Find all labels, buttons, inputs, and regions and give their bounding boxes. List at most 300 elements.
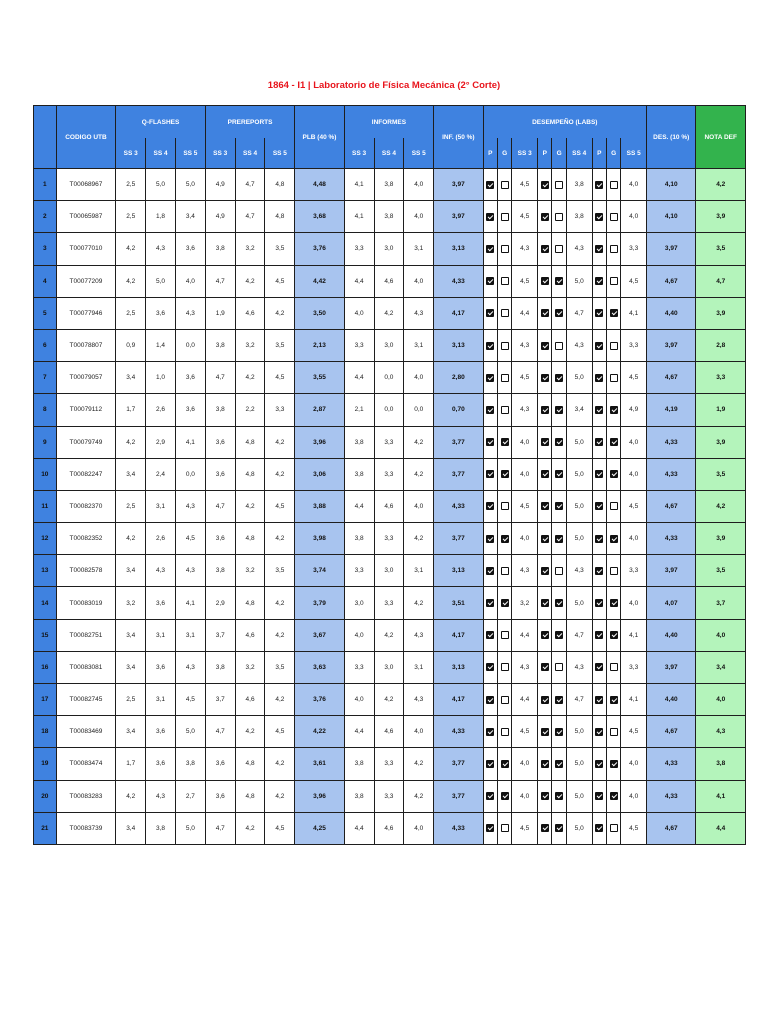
desempeno-ss4-g-checkbox[interactable] [555,342,563,350]
desempeno-ss3-g-checkbox[interactable] [501,567,509,575]
desempeno-ss3-g-checkbox[interactable] [501,342,509,350]
desempeno-ss5-g-checkbox[interactable] [610,535,618,543]
table-row [34,555,746,587]
desempeno-ss5-g-cell [606,651,620,683]
desempeno-ss4-g-checkbox[interactable] [555,213,563,221]
table-row [34,780,746,812]
desempeno-ss4-g-checkbox[interactable] [555,663,563,671]
desempeno-ss3-value: 4,0 [512,748,538,780]
prereport-cell: 3,8 [205,555,235,587]
desempeno-ss5-p-checkbox[interactable] [595,728,603,736]
desempeno-ss4-p-checkbox[interactable] [541,181,549,189]
table-row [34,233,746,265]
desempeno-ss5-value: 4,5 [621,812,647,844]
qflash-cell: 2,7 [175,780,205,812]
qflash-cell: 3,6 [146,587,176,619]
desempeno-ss3-p-checkbox[interactable] [486,438,494,446]
desempeno-ss4-g-checkbox[interactable] [555,470,563,478]
desempeno-ss3-p-checkbox[interactable] [486,696,494,704]
prereport-cell: 3,2 [235,329,265,361]
codigo-cell: T00079057 [56,362,116,394]
desempeno-ss5-g-cell [606,169,620,201]
inf-cell: 3,13 [434,651,483,683]
desempeno-ss4-p-checkbox[interactable] [541,374,549,382]
desempeno-ss3-value: 4,5 [512,169,538,201]
desempeno-ss4-g-checkbox[interactable] [555,181,563,189]
desempeno-ss3-g-checkbox[interactable] [501,245,509,253]
desempeno-ss4-value: 5,0 [566,523,592,555]
desempeno-ss4-p-checkbox[interactable] [541,663,549,671]
desempeno-ss4-p-checkbox[interactable] [541,567,549,575]
desempeno-ss4-g-cell [552,265,566,297]
prereport-cell: 4,2 [265,297,295,329]
desempeno-ss5-p-checkbox[interactable] [595,438,603,446]
nota-def-cell: 2,8 [696,329,746,361]
codigo-cell: T00068967 [56,169,116,201]
desempeno-ss4-g-cell [552,780,566,812]
des-cell: 4,33 [647,748,696,780]
desempeno-ss3-g-checkbox[interactable] [501,535,509,543]
desempeno-ss4-g-checkbox[interactable] [555,760,563,768]
desempeno-ss5-p-checkbox[interactable] [595,567,603,575]
desempeno-ss5-value: 4,1 [621,684,647,716]
desempeno-ss4-value: 5,0 [566,812,592,844]
plb-cell: 3,76 [295,233,344,265]
table-row [34,812,746,844]
qflash-cell: 3,1 [146,619,176,651]
row-index: 8 [34,394,57,426]
prereport-cell: 2,9 [205,587,235,619]
informe-cell: 4,6 [374,265,404,297]
qflash-cell: 5,0 [146,169,176,201]
desempeno-ss3-g-cell [497,748,511,780]
desempeno-ss3-g-cell [497,426,511,458]
desempeno-ss3-value: 4,0 [512,780,538,812]
desempeno-ss4-p-checkbox[interactable] [541,631,549,639]
nota-def-cell: 3,8 [696,748,746,780]
desempeno-ss3-p-checkbox[interactable] [486,792,494,800]
desempeno-ss4-p-checkbox[interactable] [541,438,549,446]
prereport-cell: 2,2 [235,394,265,426]
desempeno-ss5-p-cell [592,394,606,426]
table-row [34,394,746,426]
desempeno-ss4-g-checkbox[interactable] [555,309,563,317]
header-d3-p: P [483,138,497,169]
desempeno-ss5-p-cell [592,426,606,458]
desempeno-ss3-p-checkbox[interactable] [486,502,494,510]
desempeno-ss4-g-checkbox[interactable] [555,374,563,382]
desempeno-ss3-p-cell [483,169,497,201]
desempeno-ss4-p-cell [538,265,552,297]
desempeno-ss5-p-checkbox[interactable] [595,470,603,478]
nota-def-cell: 3,7 [696,587,746,619]
desempeno-ss4-p-cell [538,651,552,683]
desempeno-ss5-g-checkbox[interactable] [610,374,618,382]
desempeno-ss5-p-checkbox[interactable] [595,663,603,671]
prereport-cell: 4,9 [205,201,235,233]
desempeno-ss3-value: 4,5 [512,716,538,748]
desempeno-ss4-g-checkbox[interactable] [555,824,563,832]
desempeno-ss5-p-checkbox[interactable] [595,631,603,639]
desempeno-ss4-p-checkbox[interactable] [541,824,549,832]
desempeno-ss5-p-checkbox[interactable] [595,374,603,382]
prereport-cell: 3,5 [265,329,295,361]
desempeno-ss5-value: 4,0 [621,426,647,458]
informe-cell: 4,3 [404,297,434,329]
desempeno-ss5-p-cell [592,523,606,555]
desempeno-ss3-g-checkbox[interactable] [501,309,509,317]
desempeno-ss3-g-cell [497,587,511,619]
desempeno-ss3-p-checkbox[interactable] [486,470,494,478]
desempeno-ss3-g-checkbox[interactable] [501,277,509,285]
desempeno-ss4-g-checkbox[interactable] [555,535,563,543]
nota-def-cell: 3,9 [696,426,746,458]
informe-cell: 4,0 [404,265,434,297]
inf-cell: 3,77 [434,523,483,555]
desempeno-ss3-p-cell [483,684,497,716]
desempeno-ss4-g-cell [552,523,566,555]
prereport-cell: 4,9 [205,169,235,201]
desempeno-ss3-g-checkbox[interactable] [501,760,509,768]
desempeno-ss3-g-checkbox[interactable] [501,406,509,414]
desempeno-ss3-p-checkbox[interactable] [486,760,494,768]
prereport-cell: 3,7 [205,684,235,716]
header-informes: INFORMES [344,106,434,139]
desempeno-ss3-p-checkbox[interactable] [486,631,494,639]
header-des: DES. (10 %) [647,106,696,169]
row-index: 6 [34,329,57,361]
qflash-cell: 4,2 [116,426,146,458]
desempeno-ss4-g-checkbox[interactable] [555,631,563,639]
informe-cell: 4,6 [374,716,404,748]
desempeno-ss4-p-checkbox[interactable] [541,213,549,221]
desempeno-ss4-p-checkbox[interactable] [541,792,549,800]
desempeno-ss5-g-checkbox[interactable] [610,824,618,832]
desempeno-ss4-p-cell [538,619,552,651]
desempeno-ss5-g-checkbox[interactable] [610,342,618,350]
table-row [34,329,746,361]
desempeno-ss5-g-checkbox[interactable] [610,663,618,671]
desempeno-ss3-value: 4,3 [512,555,538,587]
qflash-cell: 3,4 [175,201,205,233]
desempeno-ss4-p-checkbox[interactable] [541,760,549,768]
desempeno-ss3-g-checkbox[interactable] [501,696,509,704]
row-index: 16 [34,651,57,683]
nota-def-cell: 4,0 [696,684,746,716]
desempeno-ss4-p-cell [538,684,552,716]
desempeno-ss3-p-checkbox[interactable] [486,213,494,221]
desempeno-ss3-g-cell [497,812,511,844]
informe-cell: 3,3 [374,426,404,458]
row-index: 13 [34,555,57,587]
codigo-cell: T00079112 [56,394,116,426]
informe-cell: 3,1 [404,555,434,587]
desempeno-ss4-g-checkbox[interactable] [555,438,563,446]
desempeno-ss3-g-cell [497,780,511,812]
desempeno-ss4-p-checkbox[interactable] [541,502,549,510]
desempeno-ss5-g-checkbox[interactable] [610,181,618,189]
desempeno-ss5-p-checkbox[interactable] [595,277,603,285]
desempeno-ss3-p-checkbox[interactable] [486,181,494,189]
prereport-cell: 3,8 [205,329,235,361]
desempeno-ss5-g-checkbox[interactable] [610,406,618,414]
codigo-cell: T00065987 [56,201,116,233]
desempeno-ss4-p-checkbox[interactable] [541,342,549,350]
prereport-cell: 4,6 [235,297,265,329]
desempeno-ss3-g-checkbox[interactable] [501,631,509,639]
prereport-cell: 3,2 [235,555,265,587]
desempeno-ss4-value: 5,0 [566,362,592,394]
desempeno-ss3-p-cell [483,587,497,619]
codigo-cell: T00082352 [56,523,116,555]
desempeno-ss5-p-checkbox[interactable] [595,696,603,704]
inf-cell: 3,97 [434,169,483,201]
desempeno-ss4-p-checkbox[interactable] [541,535,549,543]
desempeno-ss3-g-checkbox[interactable] [501,374,509,382]
desempeno-ss5-value: 4,5 [621,716,647,748]
desempeno-ss3-g-cell [497,716,511,748]
desempeno-ss4-g-checkbox[interactable] [555,728,563,736]
header-desempeno: DESEMPEÑO (LABS) [483,106,647,139]
desempeno-ss4-p-checkbox[interactable] [541,599,549,607]
des-cell: 4,10 [647,169,696,201]
desempeno-ss3-g-checkbox[interactable] [501,599,509,607]
prereport-cell: 1,9 [205,297,235,329]
prereport-cell: 4,7 [205,812,235,844]
des-cell: 3,97 [647,233,696,265]
desempeno-ss5-p-checkbox[interactable] [595,342,603,350]
row-index: 19 [34,748,57,780]
desempeno-ss4-p-checkbox[interactable] [541,277,549,285]
desempeno-ss4-value: 4,3 [566,651,592,683]
prereport-cell: 4,2 [265,780,295,812]
desempeno-ss5-g-checkbox[interactable] [610,245,618,253]
desempeno-ss5-p-checkbox[interactable] [595,792,603,800]
plb-cell: 2,87 [295,394,344,426]
desempeno-ss3-g-cell [497,490,511,522]
desempeno-ss4-g-checkbox[interactable] [555,406,563,414]
desempeno-ss5-g-cell [606,587,620,619]
desempeno-ss3-p-checkbox[interactable] [486,342,494,350]
desempeno-ss5-g-cell [606,748,620,780]
desempeno-ss3-p-checkbox[interactable] [486,567,494,575]
desempeno-ss3-g-checkbox[interactable] [501,213,509,221]
table-row [34,297,746,329]
desempeno-ss3-p-checkbox[interactable] [486,535,494,543]
desempeno-ss5-g-checkbox[interactable] [610,599,618,607]
desempeno-ss5-g-checkbox[interactable] [610,438,618,446]
desempeno-ss5-p-cell [592,684,606,716]
desempeno-ss4-g-checkbox[interactable] [555,567,563,575]
qflash-cell: 3,8 [146,812,176,844]
desempeno-ss4-p-checkbox[interactable] [541,728,549,736]
nota-def-cell: 4,0 [696,619,746,651]
desempeno-ss5-p-checkbox[interactable] [595,406,603,414]
desempeno-ss5-g-checkbox[interactable] [610,502,618,510]
desempeno-ss5-g-checkbox[interactable] [610,213,618,221]
desempeno-ss3-p-cell [483,555,497,587]
desempeno-ss3-value: 4,3 [512,329,538,361]
desempeno-ss4-g-checkbox[interactable] [555,792,563,800]
desempeno-ss5-g-checkbox[interactable] [610,470,618,478]
desempeno-ss3-g-checkbox[interactable] [501,792,509,800]
desempeno-ss5-value: 3,3 [621,233,647,265]
desempeno-ss4-g-cell [552,490,566,522]
nota-def-cell: 4,4 [696,812,746,844]
desempeno-ss3-g-checkbox[interactable] [501,728,509,736]
table-row [34,265,746,297]
desempeno-ss3-p-cell [483,619,497,651]
desempeno-ss5-p-checkbox[interactable] [595,824,603,832]
desempeno-ss5-p-checkbox[interactable] [595,535,603,543]
nota-def-cell: 4,2 [696,490,746,522]
plb-cell: 3,96 [295,780,344,812]
desempeno-ss3-g-checkbox[interactable] [501,470,509,478]
qflash-cell: 4,3 [175,651,205,683]
desempeno-ss5-p-checkbox[interactable] [595,181,603,189]
desempeno-ss5-g-checkbox[interactable] [610,696,618,704]
desempeno-ss5-p-checkbox[interactable] [595,502,603,510]
desempeno-ss5-g-checkbox[interactable] [610,760,618,768]
desempeno-ss4-p-checkbox[interactable] [541,470,549,478]
desempeno-ss4-g-checkbox[interactable] [555,245,563,253]
desempeno-ss3-g-checkbox[interactable] [501,181,509,189]
inf-cell: 4,17 [434,619,483,651]
informe-cell: 3,8 [374,201,404,233]
desempeno-ss5-g-checkbox[interactable] [610,309,618,317]
prereport-cell: 4,5 [265,362,295,394]
desempeno-ss5-g-checkbox[interactable] [610,792,618,800]
informe-cell: 4,2 [404,523,434,555]
desempeno-ss4-p-checkbox[interactable] [541,406,549,414]
qflash-cell: 3,4 [116,716,146,748]
qflash-cell: 5,0 [175,716,205,748]
desempeno-ss3-value: 4,0 [512,523,538,555]
header-d3-g: G [497,138,511,169]
table-row [34,201,746,233]
desempeno-ss3-p-checkbox[interactable] [486,374,494,382]
desempeno-ss3-p-checkbox[interactable] [486,663,494,671]
desempeno-ss3-p-checkbox[interactable] [486,406,494,414]
prereport-cell: 3,5 [265,555,295,587]
nota-def-cell: 4,1 [696,780,746,812]
desempeno-ss5-p-cell [592,201,606,233]
inf-cell: 3,77 [434,780,483,812]
desempeno-ss3-value: 4,5 [512,490,538,522]
prereport-cell: 3,3 [265,394,295,426]
qflash-cell: 3,6 [146,716,176,748]
desempeno-ss4-g-checkbox[interactable] [555,696,563,704]
qflash-cell: 4,3 [175,297,205,329]
desempeno-ss3-p-checkbox[interactable] [486,728,494,736]
plb-cell: 3,76 [295,684,344,716]
header-nota-def: NOTA DEF [696,106,746,169]
desempeno-ss5-p-checkbox[interactable] [595,760,603,768]
desempeno-ss5-g-checkbox[interactable] [610,277,618,285]
desempeno-ss5-g-cell [606,555,620,587]
desempeno-ss4-p-checkbox[interactable] [541,245,549,253]
desempeno-ss5-p-checkbox[interactable] [595,213,603,221]
desempeno-ss5-value: 4,0 [621,201,647,233]
nota-def-cell: 3,5 [696,555,746,587]
desempeno-ss3-g-checkbox[interactable] [501,438,509,446]
table-row [34,587,746,619]
informe-cell: 4,4 [344,490,374,522]
desempeno-ss4-p-cell [538,812,552,844]
desempeno-ss4-p-checkbox[interactable] [541,696,549,704]
codigo-cell: T00083469 [56,716,116,748]
desempeno-ss4-g-cell [552,748,566,780]
desempeno-ss3-p-checkbox[interactable] [486,245,494,253]
desempeno-ss3-value: 4,4 [512,297,538,329]
desempeno-ss4-p-cell [538,523,552,555]
desempeno-ss4-value: 4,3 [566,329,592,361]
codigo-cell: T00078807 [56,329,116,361]
codigo-cell: T00082370 [56,490,116,522]
des-cell: 4,40 [647,297,696,329]
informe-cell: 0,0 [404,394,434,426]
des-cell: 4,33 [647,458,696,490]
desempeno-ss4-p-cell [538,362,552,394]
informe-cell: 3,0 [374,233,404,265]
desempeno-ss5-p-checkbox[interactable] [595,245,603,253]
prereport-cell: 3,6 [205,426,235,458]
informe-cell: 3,3 [344,233,374,265]
desempeno-ss3-p-checkbox[interactable] [486,599,494,607]
nota-def-cell: 3,4 [696,651,746,683]
qflash-cell: 4,5 [175,684,205,716]
table-row [34,362,746,394]
desempeno-ss5-g-checkbox[interactable] [610,567,618,575]
desempeno-ss4-g-checkbox[interactable] [555,502,563,510]
informe-cell: 4,1 [344,201,374,233]
row-index: 15 [34,619,57,651]
qflash-cell: 1,4 [146,329,176,361]
desempeno-ss4-g-checkbox[interactable] [555,277,563,285]
desempeno-ss4-p-checkbox[interactable] [541,309,549,317]
grades-body [34,169,746,845]
desempeno-ss4-g-checkbox[interactable] [555,599,563,607]
des-cell: 3,97 [647,555,696,587]
desempeno-ss5-g-checkbox[interactable] [610,631,618,639]
desempeno-ss4-value: 3,8 [566,169,592,201]
informe-cell: 2,1 [344,394,374,426]
desempeno-ss5-value: 3,3 [621,329,647,361]
desempeno-ss4-value: 4,7 [566,619,592,651]
des-cell: 4,67 [647,265,696,297]
desempeno-ss3-g-checkbox[interactable] [501,824,509,832]
plb-cell: 4,25 [295,812,344,844]
desempeno-ss3-g-checkbox[interactable] [501,502,509,510]
desempeno-ss5-p-checkbox[interactable] [595,599,603,607]
prereport-cell: 3,6 [205,523,235,555]
desempeno-ss5-p-checkbox[interactable] [595,309,603,317]
codigo-cell: T00082247 [56,458,116,490]
qflash-cell: 2,5 [116,490,146,522]
desempeno-ss3-p-checkbox[interactable] [486,309,494,317]
plb-cell: 4,42 [295,265,344,297]
table-row [34,426,746,458]
desempeno-ss5-value: 4,5 [621,362,647,394]
desempeno-ss4-g-cell [552,619,566,651]
codigo-cell: T00083474 [56,748,116,780]
desempeno-ss5-p-cell [592,233,606,265]
desempeno-ss3-p-checkbox[interactable] [486,277,494,285]
desempeno-ss5-g-checkbox[interactable] [610,728,618,736]
desempeno-ss3-g-checkbox[interactable] [501,663,509,671]
desempeno-ss3-p-checkbox[interactable] [486,824,494,832]
nota-def-cell: 4,2 [696,169,746,201]
